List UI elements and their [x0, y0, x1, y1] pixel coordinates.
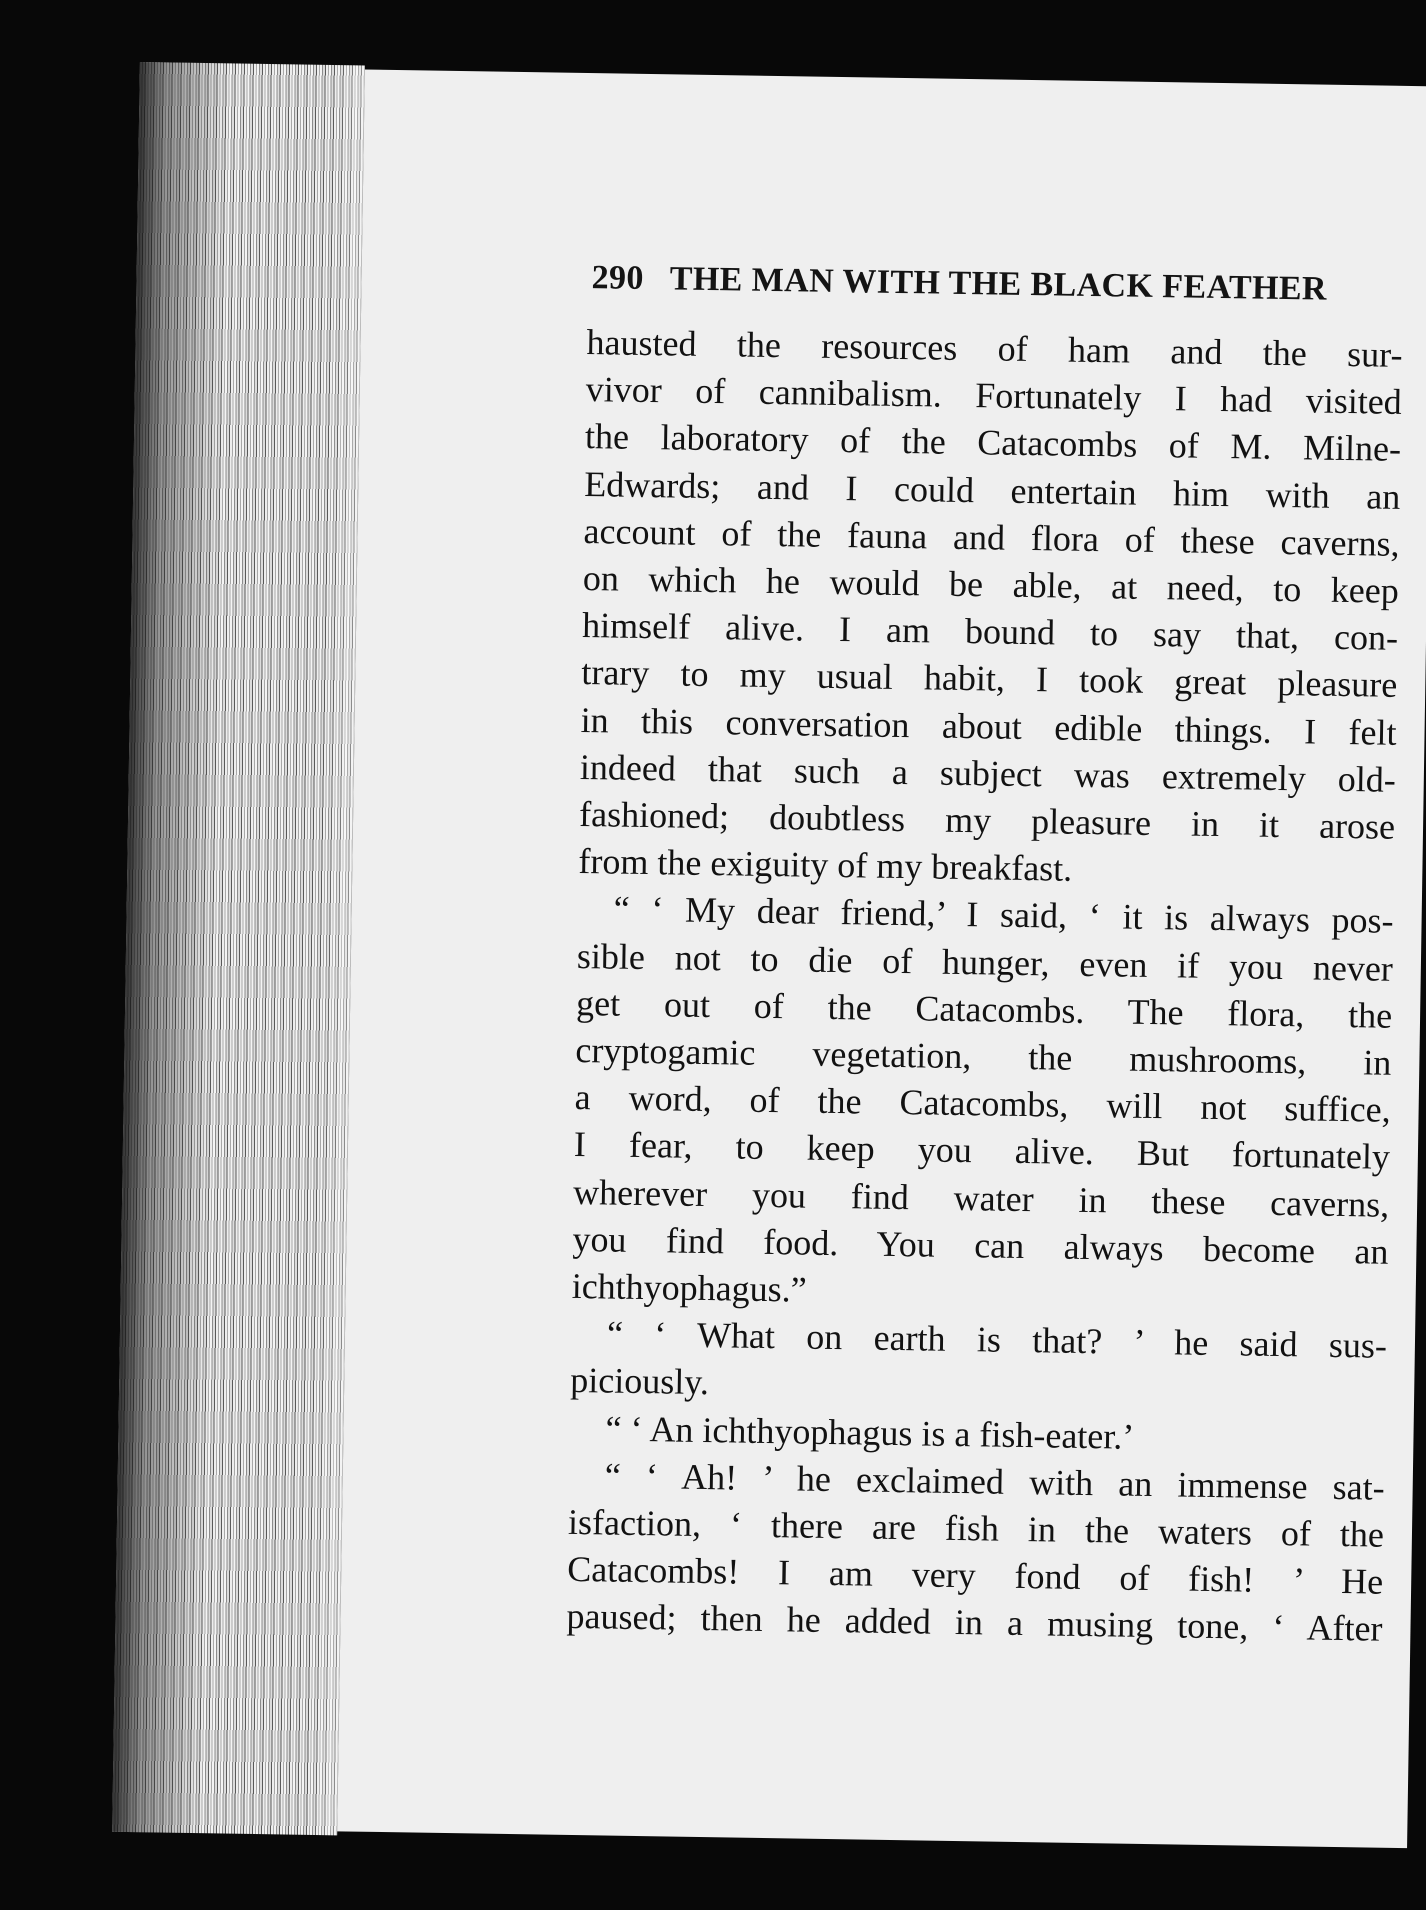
- text-line: piciously.: [569, 1360, 710, 1403]
- text-line: get out of the Catacombs. The flora, the: [575, 982, 1393, 1036]
- text-line: isfaction, ‘ there are fish in the waters of the: [567, 1501, 1385, 1555]
- text-line: a word, of the Catacombs, will not suffice,: [574, 1077, 1391, 1131]
- text-line: “ ‘ What on earth is that? ’ he said sus-: [606, 1313, 1388, 1367]
- text-line: “ ‘ An ichthyophagus is a fish-eater.’: [605, 1408, 1135, 1457]
- running-head: [591, 259, 1401, 310]
- text-line: in this conversation about edible things. I felt: [580, 699, 1397, 753]
- text-line: himself alive. I am bound to say that, con-: [581, 605, 1399, 659]
- text-line: fashioned; doubtless my pleasure in it arose: [578, 794, 1396, 847]
- open-book: [112, 58, 1426, 1858]
- book-page: [337, 70, 1426, 1849]
- text-line: you find food. You can always become an: [572, 1218, 1389, 1272]
- text-line: vivor of cannibalism. Fortunately I had visited: [585, 369, 1403, 423]
- text-line: trary to my usual habit, I took great pleasure: [581, 652, 1398, 706]
- text-line: wherever you find water in these caverns,: [572, 1171, 1390, 1225]
- running-title: THE MAN WITH THE BLACK FEATHER: [669, 260, 1328, 308]
- text-line: hausted the resources of ham and the sur-: [586, 322, 1403, 375]
- text-line: Edwards; and I could entertain him with an: [584, 463, 1401, 517]
- text-line: Catacombs! I am very fond of fish! ’ He: [567, 1549, 1384, 1602]
- text-line: “ ‘ My dear friend,’ I said, ‘ it is always pos-: [613, 888, 1394, 942]
- text-line: sible not to die of hunger, even if you never: [576, 935, 1394, 989]
- text-line: cryptogamic vegetation, the mushrooms, in: [575, 1030, 1392, 1083]
- text-line: indeed that such a subject was extremely old-: [579, 746, 1397, 800]
- text-line: ichthyophagus.”: [571, 1265, 808, 1310]
- text-line: paused; then he added in a musing tone, ‘ After: [566, 1596, 1383, 1650]
- text-line: I fear, to keep you alive. But fortunately: [573, 1124, 1391, 1178]
- page-edges: [112, 62, 365, 1835]
- body-text: [566, 319, 1403, 1653]
- text-line: from the exiguity of my breakfast.: [578, 841, 1073, 889]
- text-line: the laboratory of the Catacombs of M. Milne-: [584, 416, 1402, 470]
- page-number: 290: [591, 259, 645, 297]
- text-line: on which he would be able, at need, to keep: [582, 558, 1400, 611]
- text-line: account of the fauna and flora of these caverns,: [583, 510, 1400, 564]
- text-line: “ ‘ Ah! ’ he exclaimed with an immense sat-: [604, 1455, 1386, 1508]
